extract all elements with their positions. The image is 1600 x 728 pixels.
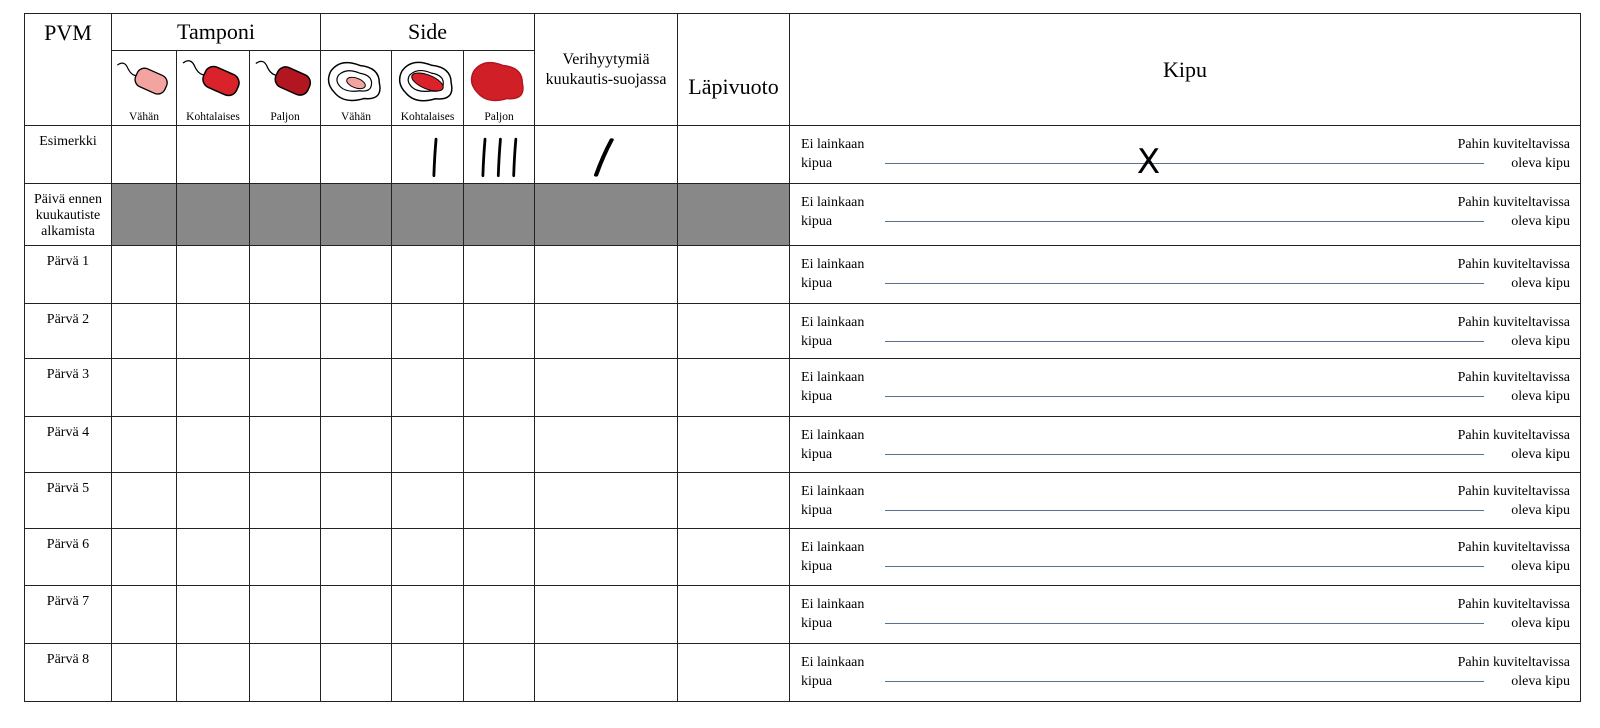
- day-8-tampon-heavy-cell[interactable]: [250, 644, 321, 702]
- example-tampon-light-cell[interactable]: [112, 126, 177, 184]
- side-header: Side: [321, 14, 535, 51]
- pad-heavy-icon: [464, 53, 534, 111]
- day-1-pad-moderate-cell[interactable]: [392, 246, 464, 304]
- day-3-clots-cell[interactable]: [535, 359, 678, 417]
- day-7-clots-cell[interactable]: [535, 586, 678, 644]
- scale-min-label: Ei lainkaan kipua: [801, 428, 865, 462]
- day-6-pad-light-cell[interactable]: [321, 529, 392, 586]
- day-6-tampon-moderate-cell[interactable]: [177, 529, 250, 586]
- tally-marks: [392, 126, 463, 183]
- day-8-pad-moderate-cell[interactable]: [392, 644, 464, 702]
- pain-scale-day-3[interactable]: [790, 359, 1581, 417]
- day-2-clots-cell[interactable]: [535, 304, 678, 359]
- pad-light-cell: [321, 51, 392, 126]
- day-6-tampon-heavy-cell[interactable]: [250, 529, 321, 586]
- pain-scale-line[interactable]: [885, 396, 1484, 397]
- day-1-tampon-light-cell[interactable]: [112, 246, 177, 304]
- pain-scale-line[interactable]: [885, 341, 1484, 342]
- day-label: Pärvä 2: [25, 304, 112, 359]
- day-5-tampon-light-cell[interactable]: [112, 473, 177, 529]
- tally-mark: [596, 140, 612, 175]
- day-0-pad-moderate-cell: [392, 184, 464, 246]
- day-0-tampon-light-cell: [112, 184, 177, 246]
- day-2-pad-moderate-cell[interactable]: [392, 304, 464, 359]
- day-3-pad-light-cell[interactable]: [321, 359, 392, 417]
- scale-min-label: Ei lainkaan kipua: [801, 597, 865, 631]
- scale-max-label: Pahin kuviteltavissa oleva kipu: [1457, 597, 1571, 631]
- day-7-tampon-heavy-cell[interactable]: [250, 586, 321, 644]
- scale-min-label: Ei lainkaan kipua: [801, 195, 865, 229]
- day-6-clots-cell[interactable]: [535, 529, 678, 586]
- pad-heavy-cell: [464, 51, 535, 126]
- leak-header: Läpivuoto: [678, 14, 790, 126]
- scale-min-label: Ei lainkaan kipua: [801, 655, 865, 689]
- day-4-clots-cell[interactable]: [535, 417, 678, 473]
- day-row: [25, 184, 1581, 246]
- day-1-pad-heavy-cell[interactable]: [464, 246, 535, 304]
- scale-min-label: Ei lainkaan kipua: [801, 370, 865, 404]
- example-pad-light-cell[interactable]: [321, 126, 392, 184]
- day-5-tampon-heavy-cell[interactable]: [250, 473, 321, 529]
- day-3-tampon-heavy-cell[interactable]: [250, 359, 321, 417]
- pad-heavy-label: Paljon: [484, 111, 514, 123]
- day-4-tampon-light-cell[interactable]: [112, 417, 177, 473]
- day-5-clots-cell[interactable]: [535, 473, 678, 529]
- day-5-tampon-moderate-cell[interactable]: [177, 473, 250, 529]
- bleeding-diary-table: [24, 13, 1581, 702]
- day-2-leak-cell[interactable]: [678, 304, 790, 359]
- scale-min-label: Ei lainkaan kipua: [801, 540, 865, 574]
- example-label: Esimerkki: [25, 126, 112, 184]
- day-5-leak-cell[interactable]: [678, 473, 790, 529]
- tally-mark: [498, 140, 500, 175]
- day-3-pad-moderate-cell[interactable]: [392, 359, 464, 417]
- day-row: [25, 359, 1581, 417]
- pad-moderate-label: Kohtalaises: [400, 111, 455, 123]
- day-2-pad-light-cell[interactable]: [321, 304, 392, 359]
- pvm-header: PVM: [25, 14, 112, 126]
- day-0-clots-cell: [535, 184, 678, 246]
- pain-scale-example[interactable]: [790, 126, 1581, 184]
- day-8-clots-cell[interactable]: [535, 644, 678, 702]
- pain-scale-line[interactable]: [885, 283, 1484, 284]
- day-7-tampon-light-cell[interactable]: [112, 586, 177, 644]
- day-0-leak-cell: [678, 184, 790, 246]
- pain-scale-line[interactable]: [885, 454, 1484, 455]
- example-pad-heavy-cell[interactable]: [464, 126, 535, 184]
- day-label: Pärvä 7: [25, 586, 112, 644]
- day-3-pad-heavy-cell[interactable]: [464, 359, 535, 417]
- day-3-tampon-light-cell[interactable]: [112, 359, 177, 417]
- scale-max-label: Pahin kuviteltavissa oleva kipu: [1457, 540, 1571, 574]
- day-label: Pärvä 1: [25, 246, 112, 304]
- tamponi-header: Tamponi: [112, 14, 321, 51]
- day-4-tampon-moderate-cell[interactable]: [177, 417, 250, 473]
- pain-header: Kipu: [790, 14, 1581, 126]
- day-0-tampon-moderate-cell: [177, 184, 250, 246]
- day-3-leak-cell[interactable]: [678, 359, 790, 417]
- day-1-tampon-moderate-cell[interactable]: [177, 246, 250, 304]
- tampon-light-label: Vähän: [128, 111, 159, 123]
- day-label: Pärvä 8: [25, 644, 112, 702]
- scale-min-label: Ei lainkaan kipua: [801, 315, 865, 349]
- pain-scale-day-1[interactable]: [790, 246, 1581, 304]
- day-7-pad-heavy-cell[interactable]: [464, 586, 535, 644]
- day-2-tampon-light-cell[interactable]: [112, 304, 177, 359]
- day-0-tampon-heavy-cell: [250, 184, 321, 246]
- tally-mark: [514, 140, 516, 175]
- example-leak-cell[interactable]: [678, 126, 790, 184]
- day-8-tampon-moderate-cell[interactable]: [177, 644, 250, 702]
- day-1-pad-light-cell[interactable]: [321, 246, 392, 304]
- scale-max-label: Pahin kuviteltavissa oleva kipu: [1457, 655, 1571, 689]
- day-8-pad-heavy-cell[interactable]: [464, 644, 535, 702]
- day-7-pad-light-cell[interactable]: [321, 586, 392, 644]
- tampon-light-cell: [112, 51, 177, 126]
- scale-min-label: Ei lainkaan kipua: [801, 484, 865, 518]
- scale-max-label: Pahin kuviteltavissa oleva kipu: [1457, 137, 1571, 171]
- scale-max-label: Pahin kuviteltavissa oleva kipu: [1457, 484, 1571, 518]
- day-5-pad-light-cell[interactable]: [321, 473, 392, 529]
- pain-scale-day-5[interactable]: [790, 473, 1581, 529]
- scale-max-label: Pahin kuviteltavissa oleva kipu: [1457, 257, 1571, 291]
- tampon-light-icon: [112, 53, 176, 111]
- example-row: [25, 126, 1581, 184]
- day-8-tampon-light-cell[interactable]: [112, 644, 177, 702]
- pain-scale-line[interactable]: [885, 566, 1484, 567]
- example-clots-cell[interactable]: [535, 126, 678, 184]
- day-1-tampon-heavy-cell[interactable]: [250, 246, 321, 304]
- example-tampon-moderate-cell[interactable]: [177, 126, 250, 184]
- scale-max-label: Pahin kuviteltavissa oleva kipu: [1457, 195, 1571, 229]
- day-5-pad-moderate-cell[interactable]: [392, 473, 464, 529]
- day-row: [25, 417, 1581, 473]
- day-6-pad-moderate-cell[interactable]: [392, 529, 464, 586]
- day-row: [25, 529, 1581, 586]
- day-3-tampon-moderate-cell[interactable]: [177, 359, 250, 417]
- day-4-pad-light-cell[interactable]: [321, 417, 392, 473]
- tampon-moderate-icon: [177, 53, 249, 111]
- scale-min-label: Ei lainkaan kipua: [801, 257, 865, 291]
- pain-scale-day-4[interactable]: [790, 417, 1581, 473]
- example-pad-moderate-cell[interactable]: [392, 126, 464, 184]
- day-4-leak-cell[interactable]: [678, 417, 790, 473]
- example-tampon-heavy-cell[interactable]: [250, 126, 321, 184]
- day-7-leak-cell[interactable]: [678, 586, 790, 644]
- day-6-tampon-light-cell[interactable]: [112, 529, 177, 586]
- day-row: [25, 473, 1581, 529]
- pain-scale-line[interactable]: [885, 163, 1484, 164]
- scale-min-label: Ei lainkaan kipua: [801, 137, 865, 171]
- pad-light-icon: [321, 53, 391, 111]
- pain-scale-line[interactable]: [885, 510, 1484, 511]
- day-8-pad-light-cell[interactable]: [321, 644, 392, 702]
- day-0-pad-heavy-cell: [464, 184, 535, 246]
- scale-max-label: Pahin kuviteltavissa oleva kipu: [1457, 315, 1571, 349]
- pain-scale-line[interactable]: [885, 623, 1484, 624]
- pad-moderate-cell: [392, 51, 464, 126]
- day-5-pad-heavy-cell[interactable]: [464, 473, 535, 529]
- day-row: [25, 246, 1581, 304]
- scale-max-label: Pahin kuviteltavissa oleva kipu: [1457, 428, 1571, 462]
- pain-scale-line[interactable]: [885, 221, 1484, 222]
- tampon-heavy-icon: [250, 53, 320, 111]
- day-7-pad-moderate-cell[interactable]: [392, 586, 464, 644]
- day-label: Pärvä 4: [25, 417, 112, 473]
- day-0-pad-light-cell: [321, 184, 392, 246]
- day-2-tampon-heavy-cell[interactable]: [250, 304, 321, 359]
- pain-scale-day-7[interactable]: [790, 586, 1581, 644]
- day-label: Päivä ennen kuukautiste alkamista: [25, 184, 112, 246]
- day-4-pad-moderate-cell[interactable]: [392, 417, 464, 473]
- tally-marks: [464, 126, 534, 183]
- day-4-tampon-heavy-cell[interactable]: [250, 417, 321, 473]
- day-row: [25, 644, 1581, 702]
- scale-max-label: Pahin kuviteltavissa oleva kipu: [1457, 370, 1571, 404]
- day-label: Pärvä 5: [25, 473, 112, 529]
- tally-mark: [483, 140, 485, 175]
- day-4-pad-heavy-cell[interactable]: [464, 417, 535, 473]
- day-label: Pärvä 6: [25, 529, 112, 586]
- day-label: Pärvä 3: [25, 359, 112, 417]
- pain-scale-line[interactable]: [885, 681, 1484, 682]
- day-1-leak-cell[interactable]: [678, 246, 790, 304]
- day-2-tampon-moderate-cell[interactable]: [177, 304, 250, 359]
- tampon-moderate-label: Kohtalaises: [186, 111, 240, 123]
- day-6-pad-heavy-cell[interactable]: [464, 529, 535, 586]
- day-8-leak-cell[interactable]: [678, 644, 790, 702]
- day-row: [25, 586, 1581, 644]
- pain-scale-day-2[interactable]: [790, 304, 1581, 359]
- day-1-clots-cell[interactable]: [535, 246, 678, 304]
- clots-header: Verihyytymiä kuukautis-suojassa: [535, 14, 678, 126]
- pad-light-label: Vähän: [341, 111, 372, 123]
- pain-scale-day-8[interactable]: [790, 644, 1581, 702]
- day-7-tampon-moderate-cell[interactable]: [177, 586, 250, 644]
- pain-scale-day-6[interactable]: [790, 529, 1581, 586]
- tally-marks: [535, 126, 677, 183]
- day-row: [25, 304, 1581, 359]
- day-2-pad-heavy-cell[interactable]: [464, 304, 535, 359]
- tampon-heavy-cell: [250, 51, 321, 126]
- pain-scale-day-0[interactable]: [790, 184, 1581, 246]
- pain-mark: X: [1136, 142, 1161, 182]
- tampon-moderate-cell: [177, 51, 250, 126]
- tally-mark: [434, 140, 436, 175]
- tampon-heavy-label: Paljon: [270, 111, 300, 123]
- day-6-leak-cell[interactable]: [678, 529, 790, 586]
- pad-moderate-icon: [392, 53, 463, 111]
